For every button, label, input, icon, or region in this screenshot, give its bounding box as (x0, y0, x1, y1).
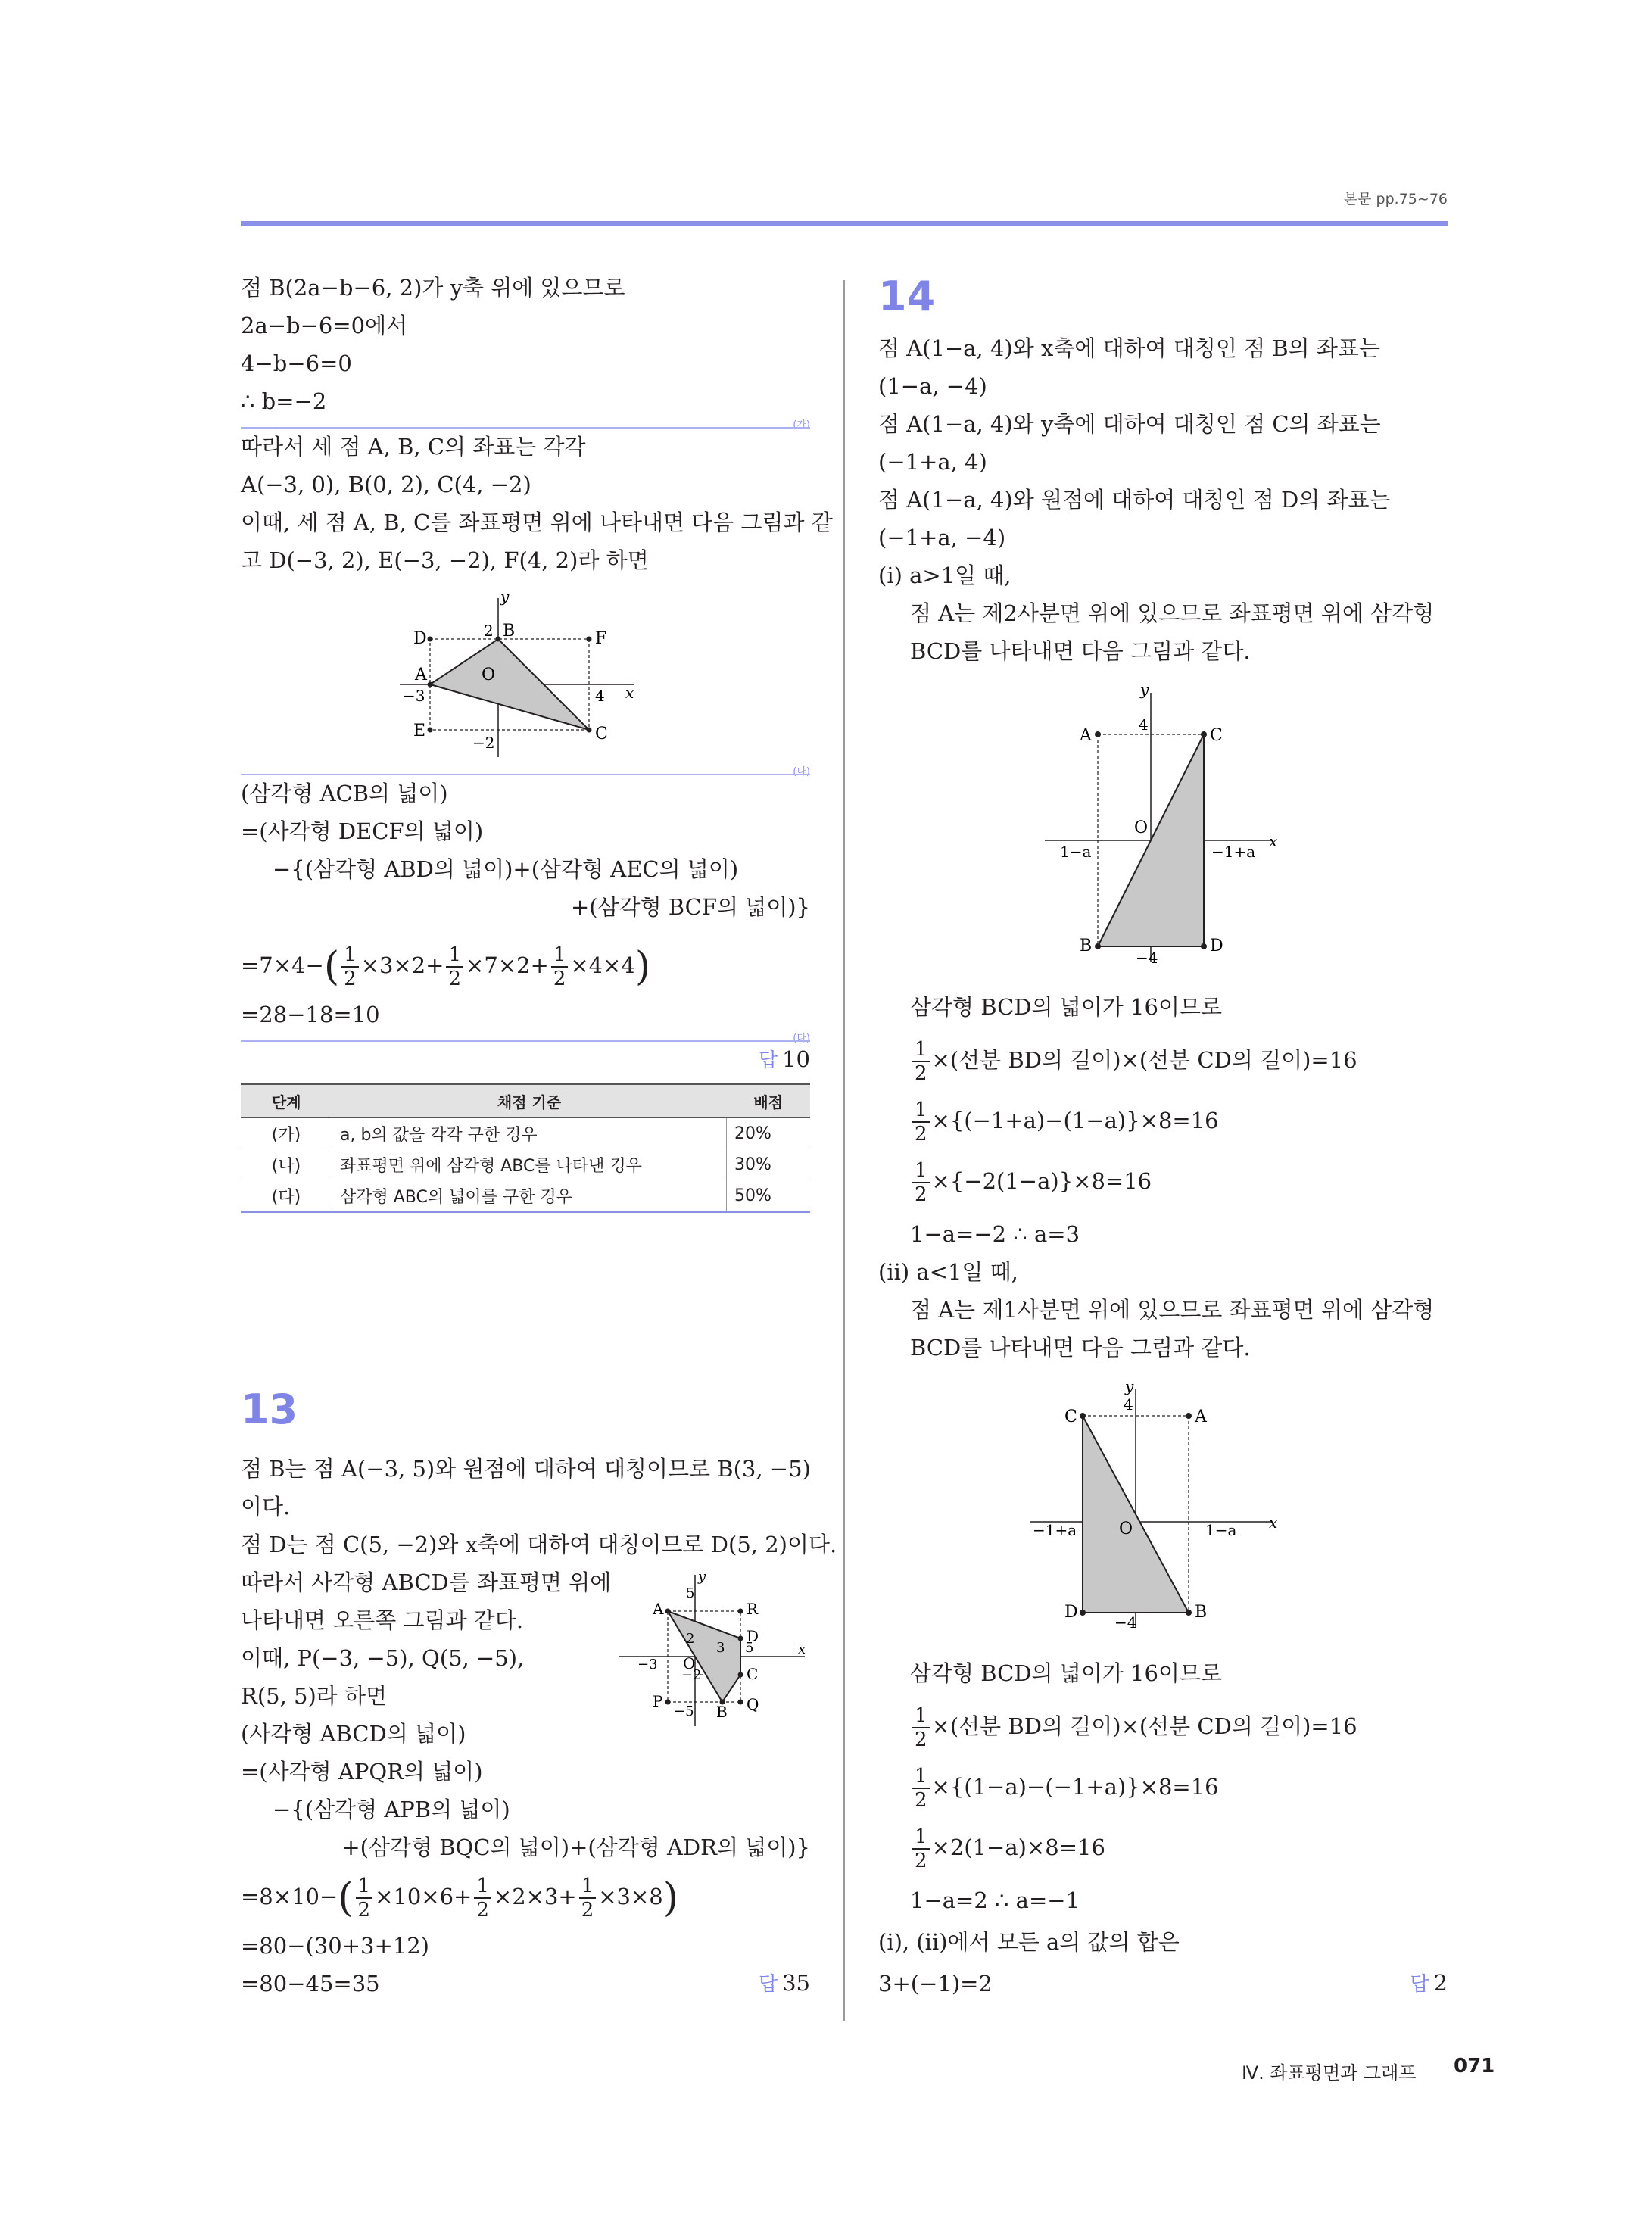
point-a (665, 1609, 671, 1614)
label-c: C (1210, 726, 1223, 745)
x-axis-label: x (798, 1641, 806, 1657)
figure-triangle-acb (400, 591, 642, 770)
text-line: (1−a, −4) (878, 373, 987, 399)
label-a: A (1080, 726, 1092, 745)
text-line: +(삼각형 BQC의 넓이)+(삼각형 ADR의 넓이)} (341, 1834, 810, 1860)
tick-5: 5 (686, 1585, 695, 1601)
section-number-14: 14 (878, 273, 936, 320)
table-row: (가) a, b의 값을 각각 구한 경우 20% (241, 1118, 810, 1149)
column-divider (843, 280, 845, 2021)
x-axis-label: x (1269, 832, 1278, 850)
point-e (428, 728, 433, 733)
text-line: 이때, P(−3, −5), Q(5, −5), (241, 1645, 525, 1671)
label-a: A (653, 1600, 664, 1618)
step-tag-da: (다) (793, 1033, 810, 1044)
tick-1-a: 1−a (1205, 1521, 1237, 1539)
text-line: =80−45=35 (241, 1971, 380, 1997)
scoring-table (241, 1083, 810, 1213)
text-line: (ⅰ), (ⅱ)에서 모든 a의 값의 합은 (878, 1929, 1180, 1955)
text-line: R(5, 5)라 하면 (241, 1683, 388, 1709)
case-heading-1: (ⅰ) a>1일 때, (878, 563, 1011, 588)
y-axis-label: y (1140, 681, 1149, 699)
fraction-half: $\frac{1}{2}$ (912, 1161, 930, 1205)
text-line: −{(삼각형 ABD의 넓이)+(삼각형 AEC의 넓이) (273, 856, 739, 882)
text-line: 점 B는 점 A(−3, 5)와 원점에 대하여 대칭이므로 B(3, −5) (241, 1456, 811, 1482)
tick-m4: −4 (1136, 949, 1158, 967)
step-tag-ga: (가) (793, 419, 810, 431)
page-reference: 본문 pp.75~76 (1343, 191, 1448, 207)
text-line: =80−(30+3+12) (241, 1933, 429, 1959)
fraction-half: $\frac{1}{2}$ (912, 1827, 930, 1871)
coordinate-plane-1 (400, 591, 642, 765)
tick-1-a: 1−a (1060, 843, 1092, 861)
text-line: 삼각형 BCD의 넓이가 16이므로 (910, 1660, 1222, 1686)
answer-13: 답 35 (758, 1970, 810, 1996)
tick-m5: −5 (674, 1704, 694, 1719)
tick-m2: −2 (681, 1667, 702, 1683)
text-line: (−1+a, 4) (878, 449, 987, 475)
case-heading-2: (ⅱ) a<1일 때, (878, 1259, 1018, 1285)
label-o: O (683, 1654, 696, 1672)
text-line: 삼각형 BCD의 넓이가 16이므로 (910, 994, 1222, 1020)
fraction-half: $\frac{1}{2}$ (912, 1100, 930, 1144)
tick-m1-plus-a: −1+a (1033, 1521, 1077, 1539)
section-number-13: 13 (241, 1386, 298, 1433)
point-c (738, 1672, 743, 1678)
text-line: BCD를 나타내면 다음 그림과 같다. (910, 638, 1251, 664)
left-column (241, 273, 837, 2014)
text-line: ∴ b=−2 (241, 388, 327, 414)
point-d (428, 637, 433, 642)
text-line: =(사각형 APQR의 넓이) (241, 1759, 483, 1785)
point-c (587, 728, 592, 733)
point-f (587, 637, 592, 642)
text-line: 점 B(2a−b−6, 2)가 y축 위에 있으므로 (241, 275, 625, 301)
x-axis-label: x (625, 684, 634, 702)
tick-3: 3 (716, 1640, 725, 1656)
figure-case-1 (1045, 681, 1287, 974)
figure-quadrilateral-abcd (619, 1567, 810, 1739)
text-line: 이다. (241, 1494, 291, 1520)
tick-4: 4 (1124, 1395, 1133, 1414)
fraction-half: $\frac{1}{2}$ (474, 1876, 491, 1920)
text-line: 3+(−1)=2 (878, 1971, 993, 1997)
label-c: C (747, 1665, 759, 1683)
label-d: D (747, 1627, 759, 1645)
text-line: +(삼각형 BCF의 넓이)} (570, 894, 810, 920)
header-rule (241, 221, 1448, 226)
label-p: P (653, 1692, 663, 1710)
label-d: D (413, 629, 427, 648)
label-c: C (595, 725, 608, 743)
label-d: D (1210, 937, 1223, 955)
text-line: 따라서 사각형 ABCD를 좌표평면 위에 (241, 1569, 612, 1595)
point-d (1080, 1610, 1086, 1616)
answer-14: 답 2 (1410, 1970, 1448, 1996)
table-header: 채점 기준 (332, 1084, 727, 1118)
calc-line-1: =7×4−( $\frac{1}{2}$ ×3×2+ $\frac{1}{2}$ ×7×2+ $\frac{1}{2}$ ×4×4) (241, 943, 651, 990)
text-line: −{(삼각형 APB의 넓이) (273, 1797, 510, 1822)
point-d (738, 1636, 743, 1641)
tick-m4: −4 (1114, 1613, 1137, 1632)
fraction-half: $\frac{1}{2}$ (912, 1766, 930, 1810)
text-line: 4−b−6=0 (241, 351, 352, 376)
label-a: A (415, 666, 427, 684)
figure-case-2 (1030, 1378, 1287, 1641)
label-b: B (716, 1703, 728, 1721)
coordinate-plane-13 (619, 1567, 810, 1734)
table-row: (다) 삼각형 ABC의 넓이를 구한 경우 50% (241, 1180, 810, 1212)
step-divider (241, 427, 810, 429)
label-a: A (1195, 1407, 1207, 1426)
label-c: C (1064, 1407, 1077, 1426)
step-tag-na: (나) (793, 766, 810, 778)
point-p (665, 1700, 671, 1705)
page-number: 071 (1454, 2055, 1495, 2078)
tick-m3: −3 (403, 687, 425, 705)
tick-2: 2 (686, 1631, 695, 1647)
text-line: A(−3, 0), B(0, 2), C(4, −2) (241, 472, 531, 497)
calc-text: =7×4− (241, 952, 324, 978)
label-b: B (503, 622, 516, 641)
calc-line: $\frac{1}{2}$ ×{−2(1−a)}×8=16 (878, 1158, 1152, 1204)
y-axis-label: y (500, 591, 510, 606)
label-o: O (1134, 818, 1149, 837)
point-q (738, 1700, 743, 1705)
coordinate-plane-14b (1030, 1378, 1287, 1635)
label-r: R (747, 1600, 759, 1618)
label-o: O (1119, 1520, 1133, 1538)
text-line: =28−18=10 (241, 1002, 380, 1027)
tick-m2: −2 (472, 734, 495, 752)
text-line: 1−a=2 ∴ a=−1 (910, 1887, 1080, 1913)
point-b (496, 637, 501, 642)
step-divider (241, 1040, 810, 1042)
point-b (1095, 943, 1101, 949)
calc-line: $\frac{1}{2}$ ×(선분 BD의 길이)×(선분 CD의 길이)=16 (878, 1704, 1357, 1749)
fraction-half: $\frac{1}{2}$ (341, 945, 359, 989)
text-line: (삼각형 ACB의 넓이) (241, 781, 448, 806)
text-line: 나타내면 오른쪽 그림과 같다. (241, 1607, 524, 1633)
text-line: 점 A는 제2사분면 위에 있으므로 좌표평면 위에 삼각형 (910, 600, 1435, 626)
text-line: 1−a=−2 ∴ a=3 (910, 1221, 1080, 1247)
text-line: 점 A(1−a, 4)와 x축에 대하여 대칭인 점 B의 좌표는 (878, 335, 1380, 361)
fraction-half: $\frac{1}{2}$ (912, 1706, 930, 1750)
calc-line: $\frac{1}{2}$ ×{(1−a)−(−1+a)}×8=16 (878, 1764, 1219, 1810)
text-line: (−1+a, −4) (878, 525, 1006, 550)
text-line: 점 D는 점 C(5, −2)와 x축에 대하여 대칭이므로 D(5, 2)이다. (241, 1532, 837, 1557)
tick-2: 2 (484, 622, 494, 640)
label-d: D (1064, 1603, 1078, 1622)
tick-4: 4 (595, 687, 605, 705)
label-o: O (482, 666, 496, 684)
text-line: 따라서 세 점 A, B, C의 좌표는 각각 (241, 434, 586, 460)
point-a (1095, 731, 1101, 737)
right-column (878, 273, 1448, 2014)
y-axis-label: y (1125, 1378, 1134, 1395)
point-d (1201, 943, 1207, 949)
fraction-half: $\frac{1}{2}$ (912, 1040, 930, 1083)
text-line: 이때, 세 점 A, B, C를 좌표평면 위에 나타내면 다음 그림과 같 (241, 510, 833, 535)
step-divider (241, 774, 810, 775)
point-a (1186, 1413, 1192, 1419)
label-f: F (595, 629, 607, 648)
table-row: (나) 좌표평면 위에 삼각형 ABC를 나타낸 경우 30% (241, 1149, 810, 1180)
tick-5b: 5 (745, 1640, 754, 1656)
calc-line: $\frac{1}{2}$ ×2(1−a)×8=16 (878, 1825, 1105, 1870)
tick-4: 4 (1139, 715, 1149, 734)
x-axis-label: x (1269, 1513, 1278, 1532)
text-line: (사각형 ABCD의 넓이) (241, 1721, 466, 1747)
point-r (738, 1609, 743, 1614)
y-axis-label: y (698, 1569, 706, 1585)
label-b: B (1195, 1603, 1208, 1622)
label-b: B (1080, 937, 1093, 955)
label-q: Q (747, 1695, 759, 1713)
label-e: E (413, 722, 426, 740)
fraction-half: $\frac{1}{2}$ (446, 945, 463, 989)
text-line: 2a−b−6=0에서 (241, 313, 408, 338)
coordinate-plane-14a (1045, 681, 1287, 969)
point-c (1080, 1413, 1086, 1419)
table-header: 배점 (727, 1084, 811, 1118)
text-line: 점 A(1−a, 4)와 y축에 대하여 대칭인 점 C의 좌표는 (878, 411, 1381, 437)
text-line: 고 D(−3, 2), E(−3, −2), F(4, 2)라 하면 (241, 547, 649, 573)
fraction-half: $\frac{1}{2}$ (551, 945, 569, 989)
text-line: 점 A는 제1사분면 위에 있으므로 좌표평면 위에 삼각형 (910, 1297, 1435, 1323)
calc-line: $\frac{1}{2}$ ×(선분 BD의 길이)×(선분 CD의 길이)=16 (878, 1037, 1357, 1083)
fraction-half: $\frac{1}{2}$ (579, 1876, 597, 1920)
calc-line-2: =8×10−( $\frac{1}{2}$ ×10×6+ $\frac{1}{2}$ ×2×3+ $\frac{1}{2}$ ×3×8) (241, 1875, 679, 1922)
point-b (1186, 1610, 1192, 1616)
tick-m1-plus-a: −1+a (1211, 843, 1256, 861)
answer-1: 답 10 (758, 1046, 810, 1072)
chapter-title: Ⅳ. 좌표평면과 그래프 (1242, 2062, 1417, 2084)
text-line: BCD를 나타내면 다음 그림과 같다. (910, 1335, 1251, 1361)
tick-m3: −3 (637, 1657, 658, 1672)
point-c (1201, 731, 1207, 737)
text-line: =(사각형 DECF의 넓이) (241, 818, 484, 844)
text-line: 점 A(1−a, 4)와 원점에 대하여 대칭인 점 D의 좌표는 (878, 487, 1391, 513)
table-header: 단계 (241, 1084, 332, 1118)
point-a (428, 682, 433, 687)
fraction-half: $\frac{1}{2}$ (356, 1876, 373, 1920)
calc-line: $\frac{1}{2}$ ×{(−1+a)−(1−a)}×8=16 (878, 1098, 1219, 1143)
